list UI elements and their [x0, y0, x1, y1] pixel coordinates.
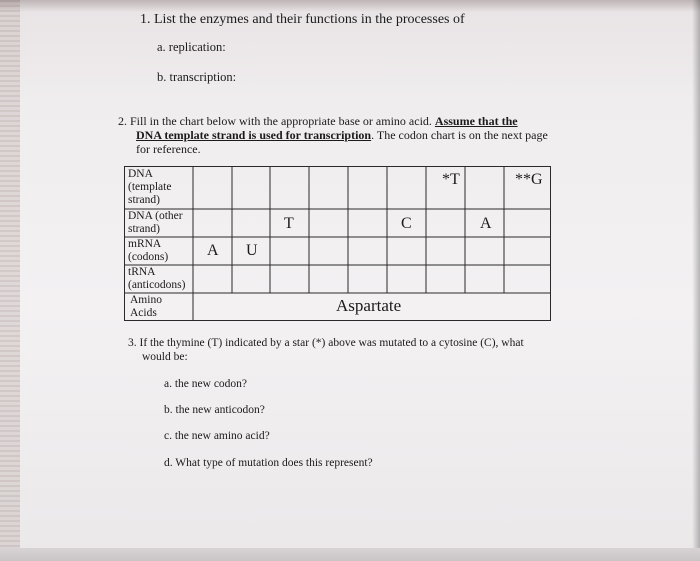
cell-mrna-u: U: [246, 242, 258, 259]
row-label-dna-other: [128, 210, 183, 236]
question-2-text-2: . The codon chart is on the next page: [371, 128, 548, 142]
row-label-line: Acids: [130, 307, 157, 319]
question-3b: b. the new anticodon?: [164, 404, 265, 416]
cell-dna-other-t: T: [284, 215, 294, 232]
question-2-text: 2. Fill in the chart below with the appropriate base or amino acid.: [118, 114, 435, 128]
question-2-line-1: [118, 114, 548, 128]
row-label-line: (codons): [128, 251, 169, 263]
question-3a: a. the new codon?: [164, 378, 248, 390]
row-label-amino-acids: [130, 294, 162, 320]
row-label-line: Amino: [130, 294, 162, 306]
top-shadow: [0, 0, 700, 12]
row-label-line: (template: [128, 181, 172, 193]
question-2-line-3: for reference.: [136, 142, 201, 156]
question-2-emphasis: Assume that the: [434, 114, 518, 128]
cell-dna-template-starred-t: *T: [442, 171, 460, 188]
question-3d: d. What type of mutation does this represent?: [164, 457, 373, 469]
row-label-line: DNA: [128, 168, 153, 180]
codon-chart: [124, 166, 551, 321]
cell-mrna-a: A: [207, 242, 219, 259]
binder-edge: [0, 0, 20, 561]
question-2-emphasis-2: DNA template strand is used for transcription: [136, 128, 372, 142]
question-2: [118, 114, 548, 156]
row-label-line: mRNA: [128, 238, 162, 250]
question-3-line-2: would be:: [142, 351, 188, 363]
cell-dna-template-double-starred-g: **G: [515, 171, 543, 188]
question-3c: c. the new amino acid?: [164, 430, 270, 442]
row-label-line: strand): [128, 194, 160, 206]
row-label-line: DNA (other: [128, 210, 183, 222]
question-3: [128, 336, 524, 364]
page-bottom-edge: [0, 548, 700, 561]
row-label-dna-template: [128, 168, 171, 207]
question-1a: a. replication:: [157, 40, 226, 54]
row-label-trna: [128, 266, 185, 292]
cell-amino-acid-aspartate: Aspartate: [336, 296, 402, 315]
question-1b: b. transcription:: [157, 70, 237, 84]
row-label-line: strand): [128, 223, 160, 235]
cell-dna-other-a: A: [480, 215, 492, 232]
question-3-line-1: 3. If the thymine (T) indicated by a star (*) above was mutated to a cytosine (C), what: [128, 337, 524, 349]
right-edge-shadow: [692, 0, 700, 561]
row-label-mrna: [128, 238, 168, 264]
cell-dna-other-c: C: [401, 215, 412, 232]
row-label-line: (anticodons): [128, 279, 186, 291]
row-label-line: tRNA: [128, 266, 156, 278]
question-2-line-2: [118, 128, 548, 142]
question-1: 1. List the enzymes and their functions in the processes of: [140, 12, 465, 27]
